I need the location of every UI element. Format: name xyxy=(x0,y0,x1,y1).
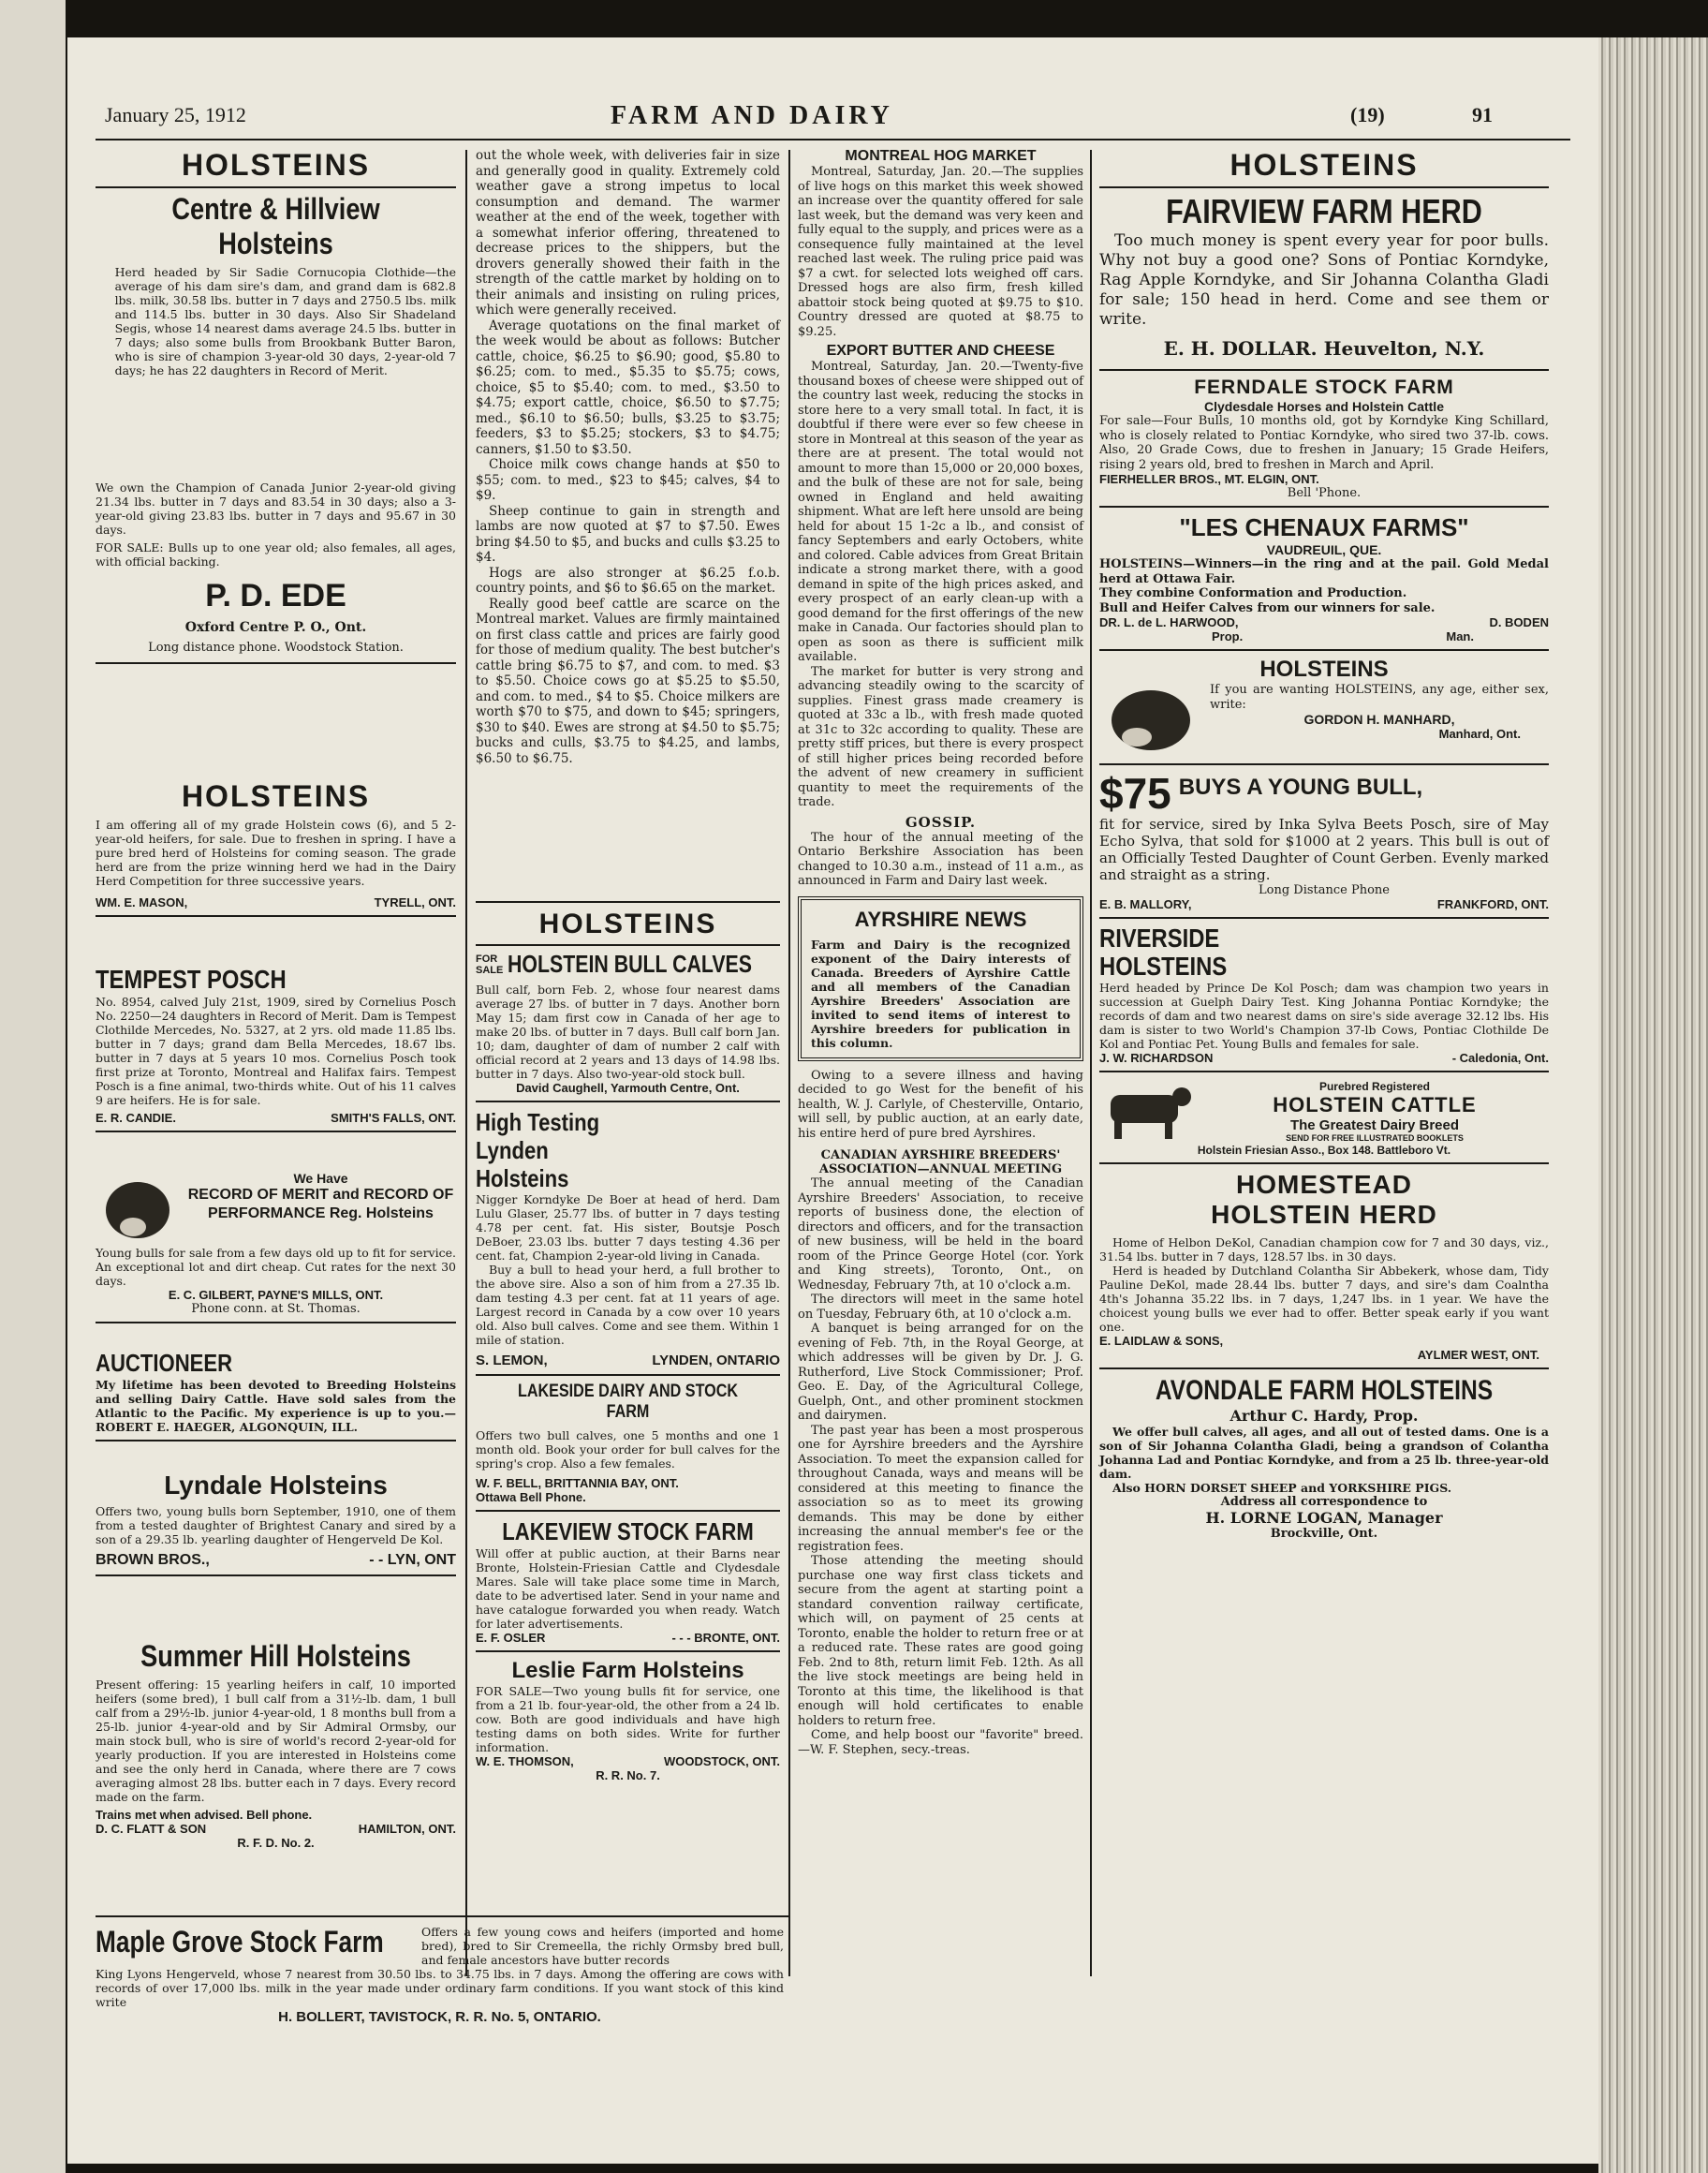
mallory-text: fit for service, sired by Inka Sylva Beets Posch, sire of May Echo Sylva, that sold for $1000 at 2 years. This bull is out of an Officially Tested Daughter of Count Gerben. Evenly marked and straight as a string. xyxy=(1099,816,1549,883)
mason-place: TYRELL, ONT. xyxy=(374,895,456,909)
lakeview-title: LAKEVIEW STOCK FARM xyxy=(502,1517,754,1545)
bull-calves-title: HOLSTEIN BULL CALVES xyxy=(508,950,752,978)
cab-text-5: Those attending the meeting should purchase one way first class tickets and secure from the agent at starting point a standard convention railway certificate, which will, on payment of 25 cents at Toronto, enable the holder to return free or at a reduced rate. These rates are good going Feb. 2nd to 8th, return limit Feb. 12th. As all the live stock meetings are being held in Toronto at this time, the likelihood is that enough will hold certificates to enable holders to return free. xyxy=(798,1554,1083,1728)
lyndale-text: Offers two, young bulls born September, 1910, one of them from a tested daughter of Brightest Canary and sired by a son of a 29.35 lb. yearling daughter of Hengerveld De Kol. xyxy=(96,1504,456,1546)
hf-line-1: Purebred Registered xyxy=(1318,1079,1431,1093)
centre-hillview-champion: We own the Champion of Canada Junior 2-year-old giving 21.34 lbs. butter in 7 days and 83.54 in 30 days; also a 3-year-old giving 23.83 lbs. butter in 7 days and 95.67 in 30 days. xyxy=(96,480,456,537)
mason-ad xyxy=(96,779,456,923)
leslie-place: WOODSTOCK, ONT. xyxy=(664,1754,780,1768)
ferndale-sig: FIERHELLER BROS., MT. ELGIN, ONT. xyxy=(1099,472,1319,486)
mallory-name: E. B. MALLORY, xyxy=(1099,897,1192,911)
lynden-text-2: Buy a bull to head your herd, a full brother to the above sire. Also a son of him from a 27.35 lb. dam testing 4.3 per cent. fat at 11 years of age. Largest record in Canada by a cow over 10 years old. Also bull calves. Come and see them. Within 1 mile of station. xyxy=(476,1263,780,1347)
mallory-place: FRANKFORD, ONT. xyxy=(1436,897,1549,911)
for-sale-tag: FOR SALE xyxy=(476,953,504,976)
mason-text: I am offering all of my grade Holstein cows (6), and 5 2-year-old heifers, for sale. Due to freshen in spring. I have a pure bred herd of Holsteins for coming season. The grade herd are from the prize winning herd we had in the Dairy Herd Competition for three successive years. xyxy=(96,818,456,888)
header-rule xyxy=(96,139,1570,140)
auctioneer-ad xyxy=(96,1349,456,1447)
chenaux-manager-role: Man. xyxy=(1446,629,1474,643)
issue-number: (19) xyxy=(1350,103,1385,126)
cab-text-1: The annual meeting of the Canadian Ayrshire Breeders' Association, to receive reports of business done, the election of directors and officers, and for the transaction of new business, will be held in the board room of the Prince George Hotel (cor. York and King streets), Toronto, Ont., on Wednesday, February 7th, at 10 o'clock a.m. xyxy=(798,1176,1083,1293)
tempest-posch-ad xyxy=(96,965,456,1138)
gossip-title: GOSSIP. xyxy=(905,813,977,831)
market-report-continued xyxy=(476,148,780,766)
lynden-place: LYNDEN, ONTARIO xyxy=(652,1353,780,1368)
auctioneer-text: My lifetime has been devoted to Breeding Holsteins and selling Dairy Cattle. Have sold sales from the Atlantic to the Pacific. My experience is up to you.—ROBERT E. HAEGER, ALGONQUIN, ILL. xyxy=(96,1378,456,1434)
leslie-rr: R. R. No. 7. xyxy=(596,1768,660,1782)
export-text-1: Montreal, Saturday, Jan. 20.—Twenty-five thousand boxes of cheese were shipped out of the country last week, reducing the stocks in store here to a very small total. In fact, it is doubtful if there were ever so few cheese in store in Montreal at this season of the year as there are at present. The total would not amount to more than 15,000 or 20,000 boxes, and the bulk of these are not for sale, being owned in England and held awaiting shipment. What are left here unsold are being held for about 15 1-2c a lb., and consist of fancy Septembers and early Octobers, white and colored. Cable advices from Great Britain indicate a strong market there, with a good demand in spite of the high prices asked, and every prospect of an early clean-up with a good demand for the first offerings of the new make in Canada. Our factories should plan to open as soon as there is sufficient milk available. xyxy=(798,360,1083,664)
leslie-name: W. E. THOMSON, xyxy=(476,1754,574,1768)
riverside-place: - Caledonia, Ont. xyxy=(1451,1051,1549,1065)
cab-meeting-title: CANADIAN AYRSHIRE BREEDERS' ASSOCIATION—ANNUAL MEETING xyxy=(818,1148,1063,1176)
ferndale-title: FERNDALE STOCK FARM xyxy=(1194,377,1454,398)
col2-holsteins-heading: HOLSTEINS xyxy=(538,909,717,939)
bull-calves-text: Bull calf, born Feb. 2, whose four nearest dams average 27 lbs. of butter in 7 days. Another born May 15; dam first cow in Canada of her age to make 20 lbs. of butter in 7 days. Bull calf born Jan. 10; dam, daughter of dam of number 2 calf with official record at 2 years and 13 days of 14.98 lbs. butter in 7 days. Also two-year-old stock bull. xyxy=(476,983,780,1081)
maple-grove-sig: H. BOLLERT, TAVISTOCK, R. R. No. 5, ONTARIO. xyxy=(278,2009,601,2025)
book-page-edges xyxy=(1598,37,1708,2173)
market-news-column xyxy=(798,148,1083,1757)
lynden-name: S. LEMON, xyxy=(476,1353,548,1368)
market-text-5: Hogs are also stronger at $6.25 f.o.b. country points, and $6 to $6.65 on the market. xyxy=(476,565,780,596)
maple-grove-text: King Lyons Hengerveld, whose 7 nearest from 30.50 lbs. to 34.75 lbs. in 7 days. Among the offering are cows with records of over 17,000 lbs. milk in the year made under ordinary farm conditions. If you want stock of this kind write xyxy=(96,1967,784,2009)
fairview-title: FAIRVIEW FARM HERD xyxy=(1166,192,1482,230)
maple-grove-title: Maple Grove Stock Farm xyxy=(96,1925,384,1959)
chenaux-manager: D. BODEN xyxy=(1489,615,1549,629)
summer-hill-place: HAMILTON, ONT. xyxy=(358,1822,456,1836)
homestead-text-1: Home of Helbon DeKol, Canadian champion cow for 7 and 30 days, viz., 31.54 lbs. butter in 7 days, 128.57 lbs. in 30 days. xyxy=(1099,1235,1549,1264)
carlyle-text: Owing to a severe illness and having decided to go West for the benefit of his health, W. J. Carlyle, of Chesterville, Ontario, will sell, by public auction, at an early date, his entire herd of pure bred Ayrshires. xyxy=(798,1068,1083,1141)
avondale-address: Address all correspondence to xyxy=(1220,1495,1428,1509)
homestead-name: E. LAIDLAW & SONS, xyxy=(1099,1334,1224,1348)
chenaux-location: VAUDREUIL, QUE. xyxy=(1266,542,1382,557)
lakeside-phone: Ottawa Bell Phone. xyxy=(476,1490,586,1504)
chenaux-title: "LES CHENAUX FARMS" xyxy=(1179,513,1469,541)
lyndale-name: BROWN BROS., xyxy=(96,1552,210,1568)
cab-text-6: Come, and help boost our "favorite" breed.—W. F. Stephen, secy.-treas. xyxy=(798,1728,1083,1757)
riverside-name: J. W. RICHARDSON xyxy=(1099,1051,1214,1065)
gilbert-sig: E. C. GILBERT, PAYNE'S MILLS, ONT. xyxy=(168,1288,384,1302)
summer-hill-trains: Trains met when advised. Bell phone. xyxy=(96,1808,313,1822)
lyndale-ad xyxy=(96,1471,456,1582)
cab-text-2: The directors will meet in the same hotel on Tuesday, February 6th, at 10 o'clock a.m. xyxy=(798,1293,1083,1322)
page-header xyxy=(105,101,1584,137)
maple-grove-offer: Offers a few young cows and heifers (imported and home bred), bred to Sir Cremeella, the richly Ormsby bred bull, and female ancestors have butter records xyxy=(421,1925,784,1967)
homestead-title-2: HOLSTEIN HERD xyxy=(1211,1200,1437,1229)
leslie-text: FOR SALE—Two young bulls fit for service, one from a 21 lb. four-year-old, the other from a 24 lb. cow. Both are good individuals and have high testing dams on both sides. Write for further information. xyxy=(476,1684,780,1754)
cab-text-3: A banquet is being arranged for on the evening of Feb. 7th, in the Royal George, at which addresses will be given by Dr. J. G. Rutherford, Live Stock Commissioner; Prof. Geo. E. Day, of the Agricultural College, Guelph, Ont., and other prominent stockmen and dairymen. xyxy=(798,1322,1083,1423)
centre-hillview-text: Herd headed by Sir Sadie Cornucopia Clothide—the average of his dam sire's dam, and grand dam is 682.8 lbs. milk, 30.58 lbs. butter in 7 days and 2750.5 lbs. milk and 114.5 lbs. butter in 30 days. Also Sir Shadeland Segis, whose 14 nearest dams average 24.5 lbs. butter in 7 days; also some bulls from Brookbank Butter Baron, who is sire of champion 3-year-old 30 days, 2-year-old 7 days; he has 22 daughters in Record of Merit. xyxy=(114,265,456,377)
holstein-bull-calves-ad xyxy=(476,909,780,1782)
ferndale-subtitle: Clydesdale Horses and Holstein Cattle xyxy=(1204,399,1444,414)
lyndale-place: - - LYN, ONT xyxy=(369,1552,456,1568)
lynden-title: High Testing Lynden Holsteins xyxy=(476,1108,600,1192)
hf-sig: Holstein Friesian Asso., Box 148. Battleboro Vt. xyxy=(1197,1144,1451,1157)
lakeside-sig: W. F. BELL, BRITTANNIA BAY, ONT. xyxy=(476,1476,679,1490)
riverside-text: Herd headed by Prince De Kol Posch; dam was champion two years in succession at Guelph Dairy Test. King Johanna Pontiac Korndyke; the records of dam and two nearest dams on sire's side average 32.12 lbs. His dam is sister to two World's Champion 37-lb Cows, Pontiac Clothilde De Kol and Pontiac Pet. Young Bulls and females for sale. xyxy=(1099,981,1549,1051)
market-text-2: Average quotations on the final market of the week would be about as follows: Butcher cattle, choice, $6.25 to $6.90; good, $5.80 to $6.25; com. to med., $5.35 to $5.75; cows, choice, $5 to $5.40; com. to med., $3.50 to $4.75; export cattle, choice, $6.50 to $7.75; med., $6.10 to $6.50; bulls, $3.25 to $3.75; feeders, $3 to $5.25; stockers, $3 to $4.75; canners, $1.50 to $3.50. xyxy=(476,318,780,457)
summer-hill-ad xyxy=(96,1639,456,1850)
mallory-title: BUYS A YOUNG BULL, xyxy=(1178,775,1423,800)
ferndale-phone: Bell 'Phone. xyxy=(1287,486,1362,500)
tempest-name: E. R. CANDIE. xyxy=(96,1111,176,1125)
chenaux-text-3: Bull and Heifer Calves from our winners for sale. xyxy=(1099,600,1436,615)
avondale-text: We offer bull calves, all ages, and all out of tested dams. One is a son of Sir Johanna Colantha Gladi, being a grandson of Colantha Johanna Lad and Pontiac Korndyke, and from a 25 lb. three-year-old dam. xyxy=(1099,1425,1549,1481)
hf-line-2: HOLSTEIN CATTLE xyxy=(1273,1092,1477,1116)
lyndale-title: Lyndale Holsteins xyxy=(164,1471,388,1500)
manhard-place: Manhard, Ont. xyxy=(1438,727,1521,741)
homestead-text-2: Herd is headed by Dutchland Colantha Sir Abbekerk, whose dam, Tidy Pauline DeKol, made 28.44 lbs. butter 7 days, and sire's dam Coalntha 4th's Johanna 35.22 lbs. in 7 days, 1,247 lbs. in 1 year. We have the choicest young bulls we ever had to offer. Better speak early if you want one. xyxy=(1099,1264,1549,1334)
tempest-title: TEMPEST POSCH xyxy=(96,965,287,994)
lakeview-name: E. F. OSLER xyxy=(476,1631,546,1645)
tempest-text: No. 8954, calved July 21st, 1909, sired by Cornelius Posch No. 2250—24 daughters in Record of Merit. Dam is Tempest Clothilde Mercedes, No. 5327, at 2 yrs. old made 11.85 lbs. butter in 7 days; grand dam Bella Mercedes, 18.67 lbs. butter in 7 days at 5 years 10 mos. Cornelius Posch took first prize at Toronto, Montreal and Halifax fairs. Tempest Posch is a fine animal, two-thirds white. Out of his 11 calves 9 are heifers. He is for sale. xyxy=(96,995,456,1107)
market-text-4: Sheep continue to gain in strength and lambs are now quoted at $7 to $7.50. Ewes bring $4.50 to $5, and bucks and culls $3.25 to $4. xyxy=(476,503,780,565)
market-text-3: Choice milk cows change hands at $50 to $55; com. to med., $23 to $45; calves, $4 to $9. xyxy=(476,457,780,503)
avondale-manager: H. LORNE LOGAN, Manager xyxy=(1205,1509,1443,1527)
market-text-1: out the whole week, with deliveries fair in size and generally good in quality. Extremely cold weather gave a strong impetus to local consumption and demand. The warmer weather at the end of the week, together with a somewhat inferior offering, threatened to decrease prices to the shippers, but the drovers generally showed their faith in the strength of the cattle market by holding on to their animals and insisting on ruling prices, which were generally received. xyxy=(476,148,780,318)
avondale-prop: Arthur C. Hardy, Prop. xyxy=(1229,1407,1419,1425)
summer-hill-title: Summer Hill Holsteins xyxy=(140,1639,411,1673)
riverside-title-1: RIVERSIDE xyxy=(1099,924,1220,953)
cow-head-illustration-2 xyxy=(1099,683,1202,758)
summer-hill-rfd: R. F. D. No. 2. xyxy=(237,1836,315,1850)
holsteins-heading-2: HOLSTEINS xyxy=(181,779,371,813)
lakeview-text: Will offer at public auction, at their Barns near Bronte, Holstein-Friesian Cattle and Clydesdale Mares. Sale will take place some time in March, date to be advertised later. Send in your name and have catalogue forwarded you when ready. Watch for later advertisements. xyxy=(476,1546,780,1631)
column-rule-1 xyxy=(465,150,467,1976)
avondale-title: AVONDALE FARM HOLSTEINS xyxy=(1155,1375,1494,1406)
riverside-title-2: HOLSTEINS xyxy=(1099,952,1228,981)
holsteins-heading: HOLSTEINS xyxy=(181,148,371,182)
manhard-title: HOLSTEINS xyxy=(1259,657,1389,682)
fairview-sig: E. H. DOLLAR. Heuvelton, N.Y. xyxy=(1163,337,1485,360)
cow-rear-illustration xyxy=(96,265,110,480)
lakeside-title: LAKESIDE DAIRY AND STOCK FARM xyxy=(517,1382,739,1422)
publication-title: FARM AND DAIRY xyxy=(611,101,893,130)
chenaux-owner: DR. L. de L. HARWOOD, xyxy=(1099,615,1239,629)
ede-name: P. D. EDE xyxy=(205,578,346,613)
adjacent-page-edge xyxy=(0,0,66,2173)
export-title: EXPORT BUTTER AND CHEESE xyxy=(826,343,1055,359)
avondale-text-2: Also HORN DORSET SHEEP and YORKSHIRE PIGS. xyxy=(1112,1481,1452,1495)
summer-hill-name: D. C. FLATT & SON xyxy=(96,1822,207,1836)
gilbert-heading: RECORD OF MERIT and RECORD OF PERFORMANCE Reg. Holsteins xyxy=(187,1187,454,1221)
col4-ads xyxy=(1099,148,1549,1541)
cab-text-4: The past year has been a most prosperous one for Ayrshire breeders and the Ayrshire Association. To meet the expansion called for throughout Canada, ways and means will be considered at this meeting to finance the association so as to meet its growing demands. This may be done by either increasing the annual member's fee or the registration fees. xyxy=(798,1423,1083,1554)
ayrshire-news-title: AYRSHIRE NEWS xyxy=(854,907,1027,931)
column-rule-3 xyxy=(1090,150,1092,1976)
newspaper-page xyxy=(67,37,1598,2164)
issue-date: January 25, 1912 xyxy=(105,103,246,126)
cow-head-illustration xyxy=(96,1171,180,1246)
cattle-silhouette-illustration xyxy=(1099,1078,1193,1144)
centre-hillview-sale: FOR SALE: Bulls up to one year old; also females, all ages, with official backing. xyxy=(96,540,456,569)
hf-line-3: The Greatest Dairy Breed xyxy=(1289,1116,1460,1133)
gossip-text: The hour of the annual meeting of the Ontario Berkshire Association has been changed to 10.30 a.m., instead of 11 a.m., as announced in Farm and Dairy last week. xyxy=(798,830,1083,888)
column-rule-2 xyxy=(788,150,790,1976)
homestead-title-1: HOMESTEAD xyxy=(1236,1170,1412,1199)
hog-market-text: Montreal, Saturday, Jan. 20.—The supplies of live hogs on this market this week showed an increase over the quantity offered for sale last week, but the demand was very keen and fully equal to the supply, and prices were as a consequence fully maintained at the level reached last week. The ruling price paid was $7 a cwt. for selected lots weighed off cars. Dressed hogs are also firm, fresh killed abattoir stock being quoted at $9.75 to $10. Country dressed are quoted at $8.75 to $9.25. xyxy=(798,165,1083,339)
centre-hillview-title: Centre & Hillview Holsteins xyxy=(171,192,380,260)
chenaux-owner-role: Prop. xyxy=(1212,629,1244,643)
auctioneer-title: AUCTIONEER xyxy=(96,1349,233,1377)
page-number: 91 xyxy=(1472,103,1493,126)
tempest-place: SMITH'S FALLS, ONT. xyxy=(331,1111,456,1125)
avondale-place: Brockville, Ont. xyxy=(1270,1527,1378,1541)
ayrshire-news-text: Farm and Dairy is the recognized exponent of the Dairy interests of Canada. Breeders of Ayrshire Cattle and all members of the Canadian Ayrshire Breeders' Association are invited to send items of interest to Ayrshire breeders for publication in this column. xyxy=(811,937,1070,1050)
chenaux-text-2: They combine Conformation and Production. xyxy=(1099,586,1407,600)
hog-market-title: MONTREAL HOG MARKET xyxy=(845,148,1037,164)
mason-name: WM. E. MASON, xyxy=(96,895,188,909)
mallory-phone: Long Distance Phone xyxy=(1258,883,1390,897)
leslie-title: Leslie Farm Holsteins xyxy=(511,1658,744,1683)
fairview-text: Too much money is spent every year for poor bulls. Why not buy a good one? Sons of Pontiac Korndyke, Rag Apple Korndyke, and Sir Johanna Colantha Gladi for sale; 150 head in herd. Come and see them or write. xyxy=(1099,231,1549,329)
lakeside-text: Offers two bull calves, one 5 months and one 1 month old. Book your order for bull calves for the spring's crop. Also a few females. xyxy=(476,1428,780,1471)
bull-calves-sig: David Caughell, Yarmouth Centre, Ont. xyxy=(516,1081,740,1095)
homestead-place: AYLMER WEST, ONT. xyxy=(1417,1348,1539,1362)
gilbert-phone: Phone conn. at St. Thomas. xyxy=(191,1302,361,1316)
ayrshire-news-box xyxy=(798,896,1083,1061)
summer-hill-text: Present offering: 15 yearling heifers in calf, 10 imported heifers (some bred), 1 bull calf from a 31½-lb. dam, 1 bull calf from a 29½-lb. junior 4-year-old, 1 8 months bull from a 25-lb. junior 4-year-old and by Sir Admiral Ormsby, our main stock bull, who is sire of world's record 2-year-old for yearly production. If you are interested in Holsteins come and see the only herd in Canada, where there are 7 cows averaging almost 28 lbs. butter each in 7 days. Every record made on the farm. xyxy=(96,1678,456,1804)
chenaux-text-1: HOLSTEINS—Winners—in the ring and at the pail. Gold Medal herd at Ottawa Fair. xyxy=(1099,557,1549,586)
mallory-price: $75 xyxy=(1099,769,1171,818)
maple-grove-ad xyxy=(96,1925,784,2025)
ferndale-text: For sale—Four Bulls, 10 months old, got by Korndyke King Schillard, who is closely related to Pontiac Korndyke, who sired two 37-lb. cows. Also, 20 Grade Cows, due to freshen in January; 15 Grade Heifers, rising 2 years old, bred to freshen in March and April. xyxy=(1099,414,1549,472)
market-text-6: Really good beef cattle are scarce on the Montreal market. Values are firmly maintained on first class cattle and prices are fairly good for those of medium quality. The best butcher's cattle bring $6.75 to $7, and com. to med. $3 to $5.50. Choice cows go at $5.25 to $5.50, and com. to med., $4 to $5. Choice milkers are worth $70 to $75, and down to $45; springers, $30 to $40. Ewes are strong at $4.50 to $5.75; bucks and culls, $3.75 to $4.25, and lambs, $6.50 to $6.75. xyxy=(476,596,780,766)
hf-line-4: SEND FOR FREE ILLUSTRATED BOOKLETS xyxy=(1286,1132,1464,1143)
manhard-name: GORDON H. MANHARD, xyxy=(1303,712,1455,727)
ede-address: Oxford Centre P. O., Ont. xyxy=(184,620,367,635)
lynden-text-1: Nigger Korndyke De Boer at head of herd. Dam Lulu Glaser, 25.77 lbs. of butter in 7 days testing 4.78 per cent. fat. His sister, Boutsje Posch DeBoer, 23.03 lbs. butter 7 days testing 4.36 per cent. fat, Champion 2-year-old living in Canada. xyxy=(476,1192,780,1263)
lakeview-place: - - - BRONTE, ONT. xyxy=(671,1631,780,1645)
centre-hillview-ad xyxy=(96,148,456,672)
manhard-text: If you are wanting HOLSTEINS, any age, either sex, write: xyxy=(1210,683,1549,712)
export-text-2: The market for butter is very strong and advancing steadily owing to the scarcity of supplies. Finest grass made creamery is quoted at 33c a lb., with fresh made quoted at 31c to 32c according to quality. These are pretty stiff prices, but there is every prospect of still higher prices being recorded before the advent of new creamery in sufficient quantity to meet the requirements of the trade. xyxy=(798,664,1083,809)
gilbert-we-have: We Have xyxy=(293,1171,348,1186)
ede-phone: Long distance phone. Woodstock Station. xyxy=(148,641,404,655)
gilbert-text: Young bulls for sale from a few days old up to fit for service. An exceptional lot and dirt cheap. Cut rates for the next 30 days. xyxy=(96,1246,456,1288)
gilbert-ad xyxy=(96,1171,456,1329)
col4-holsteins-heading: HOLSTEINS xyxy=(1229,148,1419,182)
